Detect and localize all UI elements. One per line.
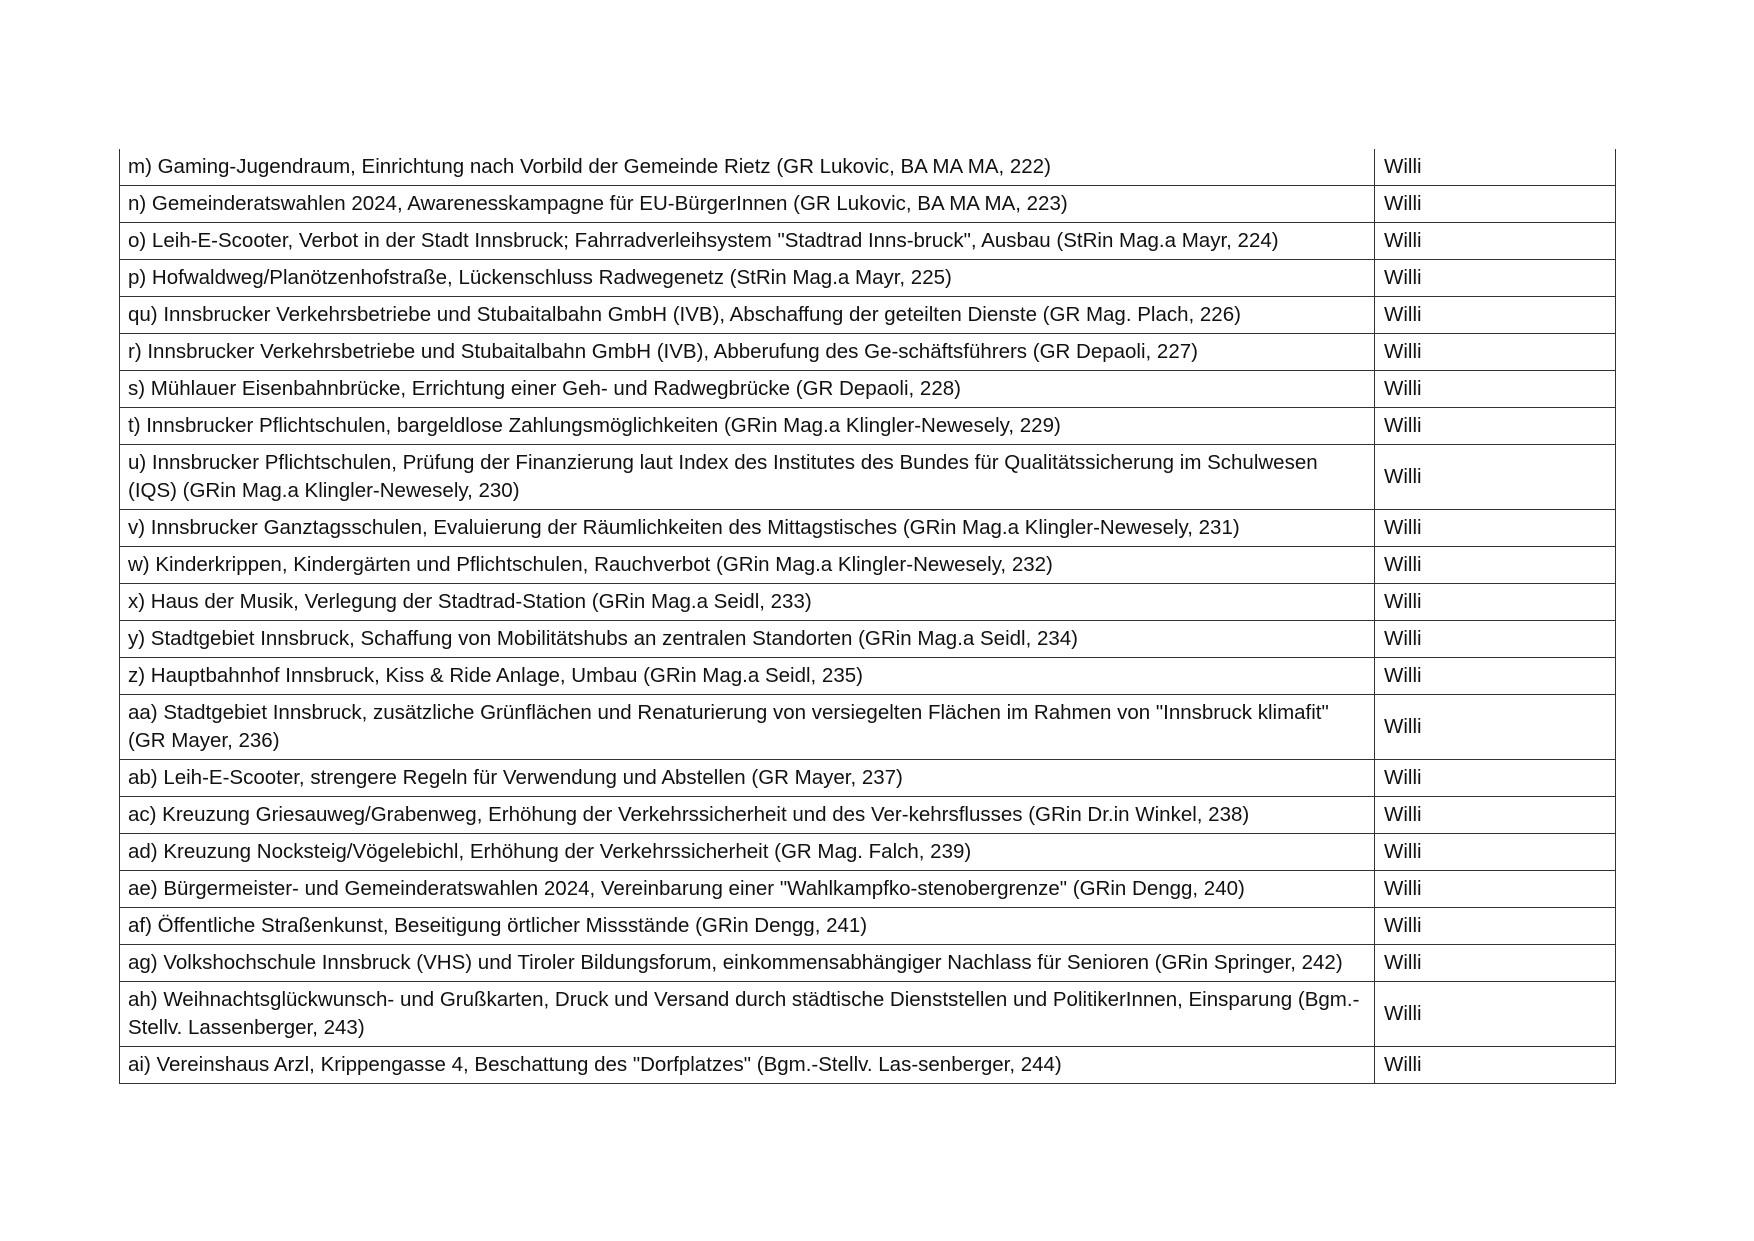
responsible-cell: Willi	[1375, 658, 1616, 695]
agenda-item-cell: m) Gaming-Jugendraum, Einrichtung nach Vorbild der Gemeinde Rietz (GR Lukovic, BA MA MA, 222)	[120, 149, 1375, 186]
agenda-item-cell: ag) Volkshochschule Innsbruck (VHS) und Tiroler Bildungsforum, einkommensabhängiger Nachlass für Senioren (GRin Springer, 242)	[120, 945, 1375, 982]
agenda-item-cell: z) Hauptbahnhof Innsbruck, Kiss & Ride Anlage, Umbau (GRin Mag.a Seidl, 235)	[120, 658, 1375, 695]
agenda-item-cell: s) Mühlauer Eisenbahnbrücke, Errichtung einer Geh- und Radwegbrücke (GR Depaoli, 228)	[120, 371, 1375, 408]
table-row	[120, 695, 1616, 760]
responsible-cell: Willi	[1375, 547, 1616, 584]
responsible-cell: Willi	[1375, 797, 1616, 834]
agenda-item-cell: x) Haus der Musik, Verlegung der Stadtrad-Station (GRin Mag.a Seidl, 233)	[120, 584, 1375, 621]
table-row	[120, 445, 1616, 510]
table-row	[120, 547, 1616, 584]
responsible-cell: Willi	[1375, 834, 1616, 871]
table-row	[120, 297, 1616, 334]
agenda-item-cell: aa) Stadtgebiet Innsbruck, zusätzliche Grünflächen und Renaturierung von versiegelten Flächen im Rahmen von "Innsbruck klimafit" (GR Mayer, 236)	[120, 695, 1375, 760]
agenda-item-cell: p) Hofwaldweg/Planötzenhofstraße, Lückenschluss Radwegenetz (StRin Mag.a Mayr, 225)	[120, 260, 1375, 297]
agenda-table	[119, 149, 1616, 1084]
agenda-item-cell: o) Leih-E-Scooter, Verbot in der Stadt Innsbruck; Fahrradverleihsystem "Stadtrad Inns-bruck", Ausbau (StRin Mag.a Mayr, 224)	[120, 223, 1375, 260]
responsible-cell: Willi	[1375, 297, 1616, 334]
table-row	[120, 371, 1616, 408]
responsible-cell: Willi	[1375, 621, 1616, 658]
table-row	[120, 334, 1616, 371]
responsible-cell: Willi	[1375, 223, 1616, 260]
agenda-item-cell: ad) Kreuzung Nocksteig/Vögelebichl, Erhöhung der Verkehrssicherheit (GR Mag. Falch, 239)	[120, 834, 1375, 871]
responsible-cell: Willi	[1375, 445, 1616, 510]
responsible-cell: Willi	[1375, 982, 1616, 1047]
agenda-item-cell: r) Innsbrucker Verkehrsbetriebe und Stubaitalbahn GmbH (IVB), Abberufung des Ge-schäftsführers (GR Depaoli, 227)	[120, 334, 1375, 371]
agenda-item-cell: af) Öffentliche Straßenkunst, Beseitigung örtlicher Missstände (GRin Dengg, 241)	[120, 908, 1375, 945]
table-row	[120, 584, 1616, 621]
table-row	[120, 908, 1616, 945]
table-row	[120, 186, 1616, 223]
table-row	[120, 871, 1616, 908]
agenda-table-body	[120, 149, 1616, 1084]
agenda-item-cell: n) Gemeinderatswahlen 2024, Awarenesskampagne für EU-BürgerInnen (GR Lukovic, BA MA MA, 223)	[120, 186, 1375, 223]
table-row	[120, 982, 1616, 1047]
agenda-item-cell: qu) Innsbrucker Verkehrsbetriebe und Stubaitalbahn GmbH (IVB), Abschaffung der geteilten Dienste (GR Mag. Plach, 226)	[120, 297, 1375, 334]
responsible-cell: Willi	[1375, 408, 1616, 445]
agenda-item-cell: ab) Leih-E-Scooter, strengere Regeln für Verwendung und Abstellen (GR Mayer, 237)	[120, 760, 1375, 797]
responsible-cell: Willi	[1375, 510, 1616, 547]
table-row	[120, 408, 1616, 445]
responsible-cell: Willi	[1375, 186, 1616, 223]
agenda-item-cell: v) Innsbrucker Ganztagsschulen, Evaluierung der Räumlichkeiten des Mittagstisches (GRin Mag.a Klingler-Newesely, 231)	[120, 510, 1375, 547]
responsible-cell: Willi	[1375, 871, 1616, 908]
table-row	[120, 223, 1616, 260]
table-row	[120, 797, 1616, 834]
responsible-cell: Willi	[1375, 760, 1616, 797]
table-row	[120, 658, 1616, 695]
responsible-cell: Willi	[1375, 945, 1616, 982]
agenda-item-cell: w) Kinderkrippen, Kindergärten und Pflichtschulen, Rauchverbot (GRin Mag.a Klingler-Newesely, 232)	[120, 547, 1375, 584]
responsible-cell: Willi	[1375, 584, 1616, 621]
responsible-cell: Willi	[1375, 260, 1616, 297]
agenda-item-cell: u) Innsbrucker Pflichtschulen, Prüfung der Finanzierung laut Index des Institutes des Bundes für Qualitätssicherung im Schulwesen (IQS) (GRin Mag.a Klingler-Newesely, 230)	[120, 445, 1375, 510]
table-row	[120, 760, 1616, 797]
responsible-cell: Willi	[1375, 1047, 1616, 1084]
agenda-item-cell: y) Stadtgebiet Innsbruck, Schaffung von Mobilitätshubs an zentralen Standorten (GRin Mag.a Seidl, 234)	[120, 621, 1375, 658]
agenda-item-cell: ac) Kreuzung Griesauweg/Grabenweg, Erhöhung der Verkehrssicherheit und des Ver-kehrsflusses (GRin Dr.in Winkel, 238)	[120, 797, 1375, 834]
responsible-cell: Willi	[1375, 695, 1616, 760]
agenda-item-cell: ai) Vereinshaus Arzl, Krippengasse 4, Beschattung des "Dorfplatzes" (Bgm.-Stellv. Las-senberger, 244)	[120, 1047, 1375, 1084]
table-row	[120, 149, 1616, 186]
table-row	[120, 621, 1616, 658]
table-row	[120, 260, 1616, 297]
table-row	[120, 510, 1616, 547]
responsible-cell: Willi	[1375, 334, 1616, 371]
table-row	[120, 945, 1616, 982]
agenda-item-cell: ae) Bürgermeister- und Gemeinderatswahlen 2024, Vereinbarung einer "Wahlkampfko-stenobergrenze" (GRin Dengg, 240)	[120, 871, 1375, 908]
responsible-cell: Willi	[1375, 149, 1616, 186]
responsible-cell: Willi	[1375, 371, 1616, 408]
agenda-item-cell: ah) Weihnachtsglückwunsch- und Grußkarten, Druck und Versand durch städtische Dienststellen und PolitikerInnen, Einsparung (Bgm.-Stellv. Lassenberger, 243)	[120, 982, 1375, 1047]
table-row	[120, 1047, 1616, 1084]
responsible-cell: Willi	[1375, 908, 1616, 945]
agenda-item-cell: t) Innsbrucker Pflichtschulen, bargeldlose Zahlungsmöglichkeiten (GRin Mag.a Klingler-Newesely, 229)	[120, 408, 1375, 445]
table-row	[120, 834, 1616, 871]
